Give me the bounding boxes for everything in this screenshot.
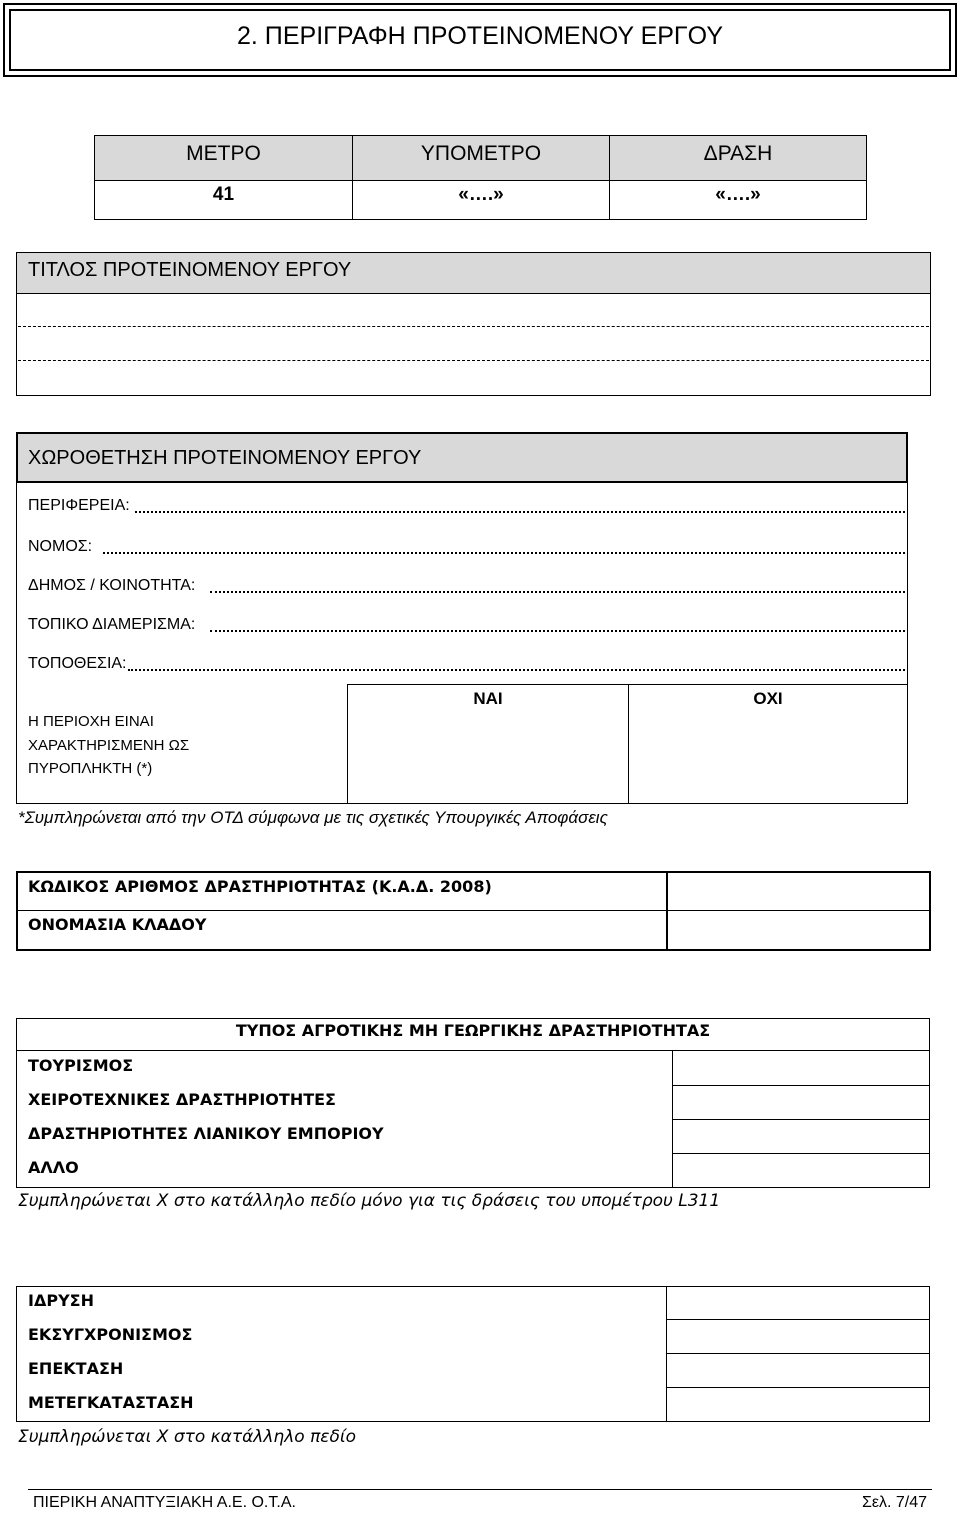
activity-type-header: ΤΥΠΟΣ ΑΓΡΟΤΙΚΗΣ ΜΗ ΓΕΩΡΓΙΚΗΣ ΔΡΑΣΤΗΡΙΟΤΗΤΑΣ [235,1021,711,1040]
action-value: «….» [715,184,761,205]
footer-divider [28,1489,932,1490]
submeasure-value: «….» [458,184,504,205]
prefecture-field[interactable] [103,546,905,554]
project-title-line-2 [18,360,929,361]
activity-type-note: Συμπληρώνεται Χ στο κατάλληλο πεδίο μόνο για τις δράσεις του υπομέτρου L311 [18,1191,721,1211]
project-title-header: ΤΙΤΛΟΣ ΠΡΟΤΕΙΝΟΜΕΝΟΥ ΕΡΓΟΥ [28,259,352,281]
footer-organization: ΠΙΕΡΙΚΗ ΑΝΑΠΤΥΞΙΑΚΗ Α.Ε. Ο.Τ.Α. [33,1494,296,1511]
sector-name-label: ΟΝΟΜΑΣΙΑ ΚΛΑΔΟΥ [28,915,207,934]
municipality-label: ΔΗΜΟΣ / ΚΟΙΝΟΤΗΤΑ: [28,577,196,594]
investment-type-modernization: ΕΚΣΥΓΧΡΟΝΙΣΜΟΣ [28,1325,193,1344]
investment-expansion-checkbox[interactable] [667,1354,929,1386]
fire-risk-label-line-1: Η ΠΕΡΙΟΧΗ ΕΙΝΑΙ [28,713,154,730]
site-label: ΤΟΠΟΘΕΣΙΑ: [28,655,127,672]
investment-relocation-checkbox[interactable] [667,1388,929,1421]
investment-modernization-checkbox[interactable] [667,1320,929,1352]
local-district-label: ΤΟΠΙΚΟ ΔΙΑΜΕΡΙΣΜΑ: [28,616,196,633]
project-title-input-2[interactable] [20,332,925,358]
footer-page-number: Σελ. 7/47 [861,1494,927,1511]
section-title: 2. ΠΕΡΙΓΡΑΦΗ ΠΡΟΤΕΙΝΟΜΕΝΟΥ ΕΡΓΟΥ [237,22,723,50]
investment-type-note: Συμπληρώνεται Χ στο κατάλληλο πεδίο [18,1427,357,1447]
project-title-input-3[interactable] [20,365,925,391]
location-header: ΧΩΡΟΘΕΤΗΣΗ ΠΡΟΤΕΙΝΟΜΕΝΟΥ ΕΡΓΟΥ [28,447,422,469]
municipality-field[interactable] [210,585,905,593]
activity-code-label: ΚΩΔΙΚΟΣ ΑΡΙΘΜΟΣ ΔΡΑΣΤΗΡΙΟΤΗΤΑΣ (Κ.Α.Δ. 2008) [28,877,492,896]
fire-risk-yes-label: ΝΑΙ [473,689,503,708]
site-field[interactable] [128,663,905,671]
prefecture-label: ΝΟΜΟΣ: [28,538,93,555]
activity-code-input[interactable] [670,873,928,909]
activity-type-tourism: ΤΟΥΡΙΣΜΟΣ [28,1056,134,1075]
activity-type-other: ΑΛΛΟ [28,1158,79,1177]
activity-type-crafts: ΧΕΙΡΟΤΕΧΝΙΚΕΣ ΔΡΑΣΤΗΡΙΟΤΗΤΕΣ [28,1090,336,1109]
investment-type-relocation: ΜΕΤΕΓΚΑΤΑΣΤΑΣΗ [28,1393,194,1412]
fire-risk-note: *Συμπληρώνεται από την ΟΤΔ σύμφωνα με τις σχετικές Υπουργικές Αποφάσεις [18,808,608,827]
activity-type-retail: ΔΡΑΣΤΗΡΙΟΤΗΤΕΣ ΛΙΑΝΙΚΟΥ ΕΜΠΟΡΙΟΥ [28,1124,384,1143]
fire-risk-label-line-2: ΧΑΡΑΚΤΗΡΙΣΜΕΝΗ ΩΣ [28,737,190,754]
fire-risk-label-line-3: ΠΥΡΟΠΛΗΚΤΗ (*) [28,760,153,777]
activity-type-tourism-checkbox[interactable] [673,1051,929,1084]
fire-risk-no-label: ΟΧΙ [753,689,783,708]
investment-type-establishment: ΙΔΡΥΣΗ [28,1291,94,1310]
local-district-field[interactable] [210,624,905,632]
project-title-line-1 [18,326,929,327]
measure-value: 41 [212,184,235,205]
activity-code-divider-h [16,910,931,911]
action-header: ΔΡΑΣΗ [703,142,773,165]
submeasure-header: ΥΠΟΜΕΤΡΟ [420,142,542,165]
project-title-input-1[interactable] [20,298,925,324]
activity-type-other-checkbox[interactable] [673,1154,929,1187]
activity-type-retail-checkbox[interactable] [673,1120,929,1152]
sector-name-input[interactable] [670,912,928,949]
activity-code-divider-v [666,871,668,951]
measure-header: ΜΕΤΡΟ [186,142,261,165]
region-field[interactable] [135,505,905,513]
activity-type-crafts-checkbox[interactable] [673,1086,929,1118]
investment-establishment-checkbox[interactable] [667,1287,929,1318]
region-label: ΠΕΡΙΦΕΡΕΙΑ: [28,497,130,514]
investment-type-expansion: ΕΠΕΚΤΑΣΗ [28,1359,124,1378]
